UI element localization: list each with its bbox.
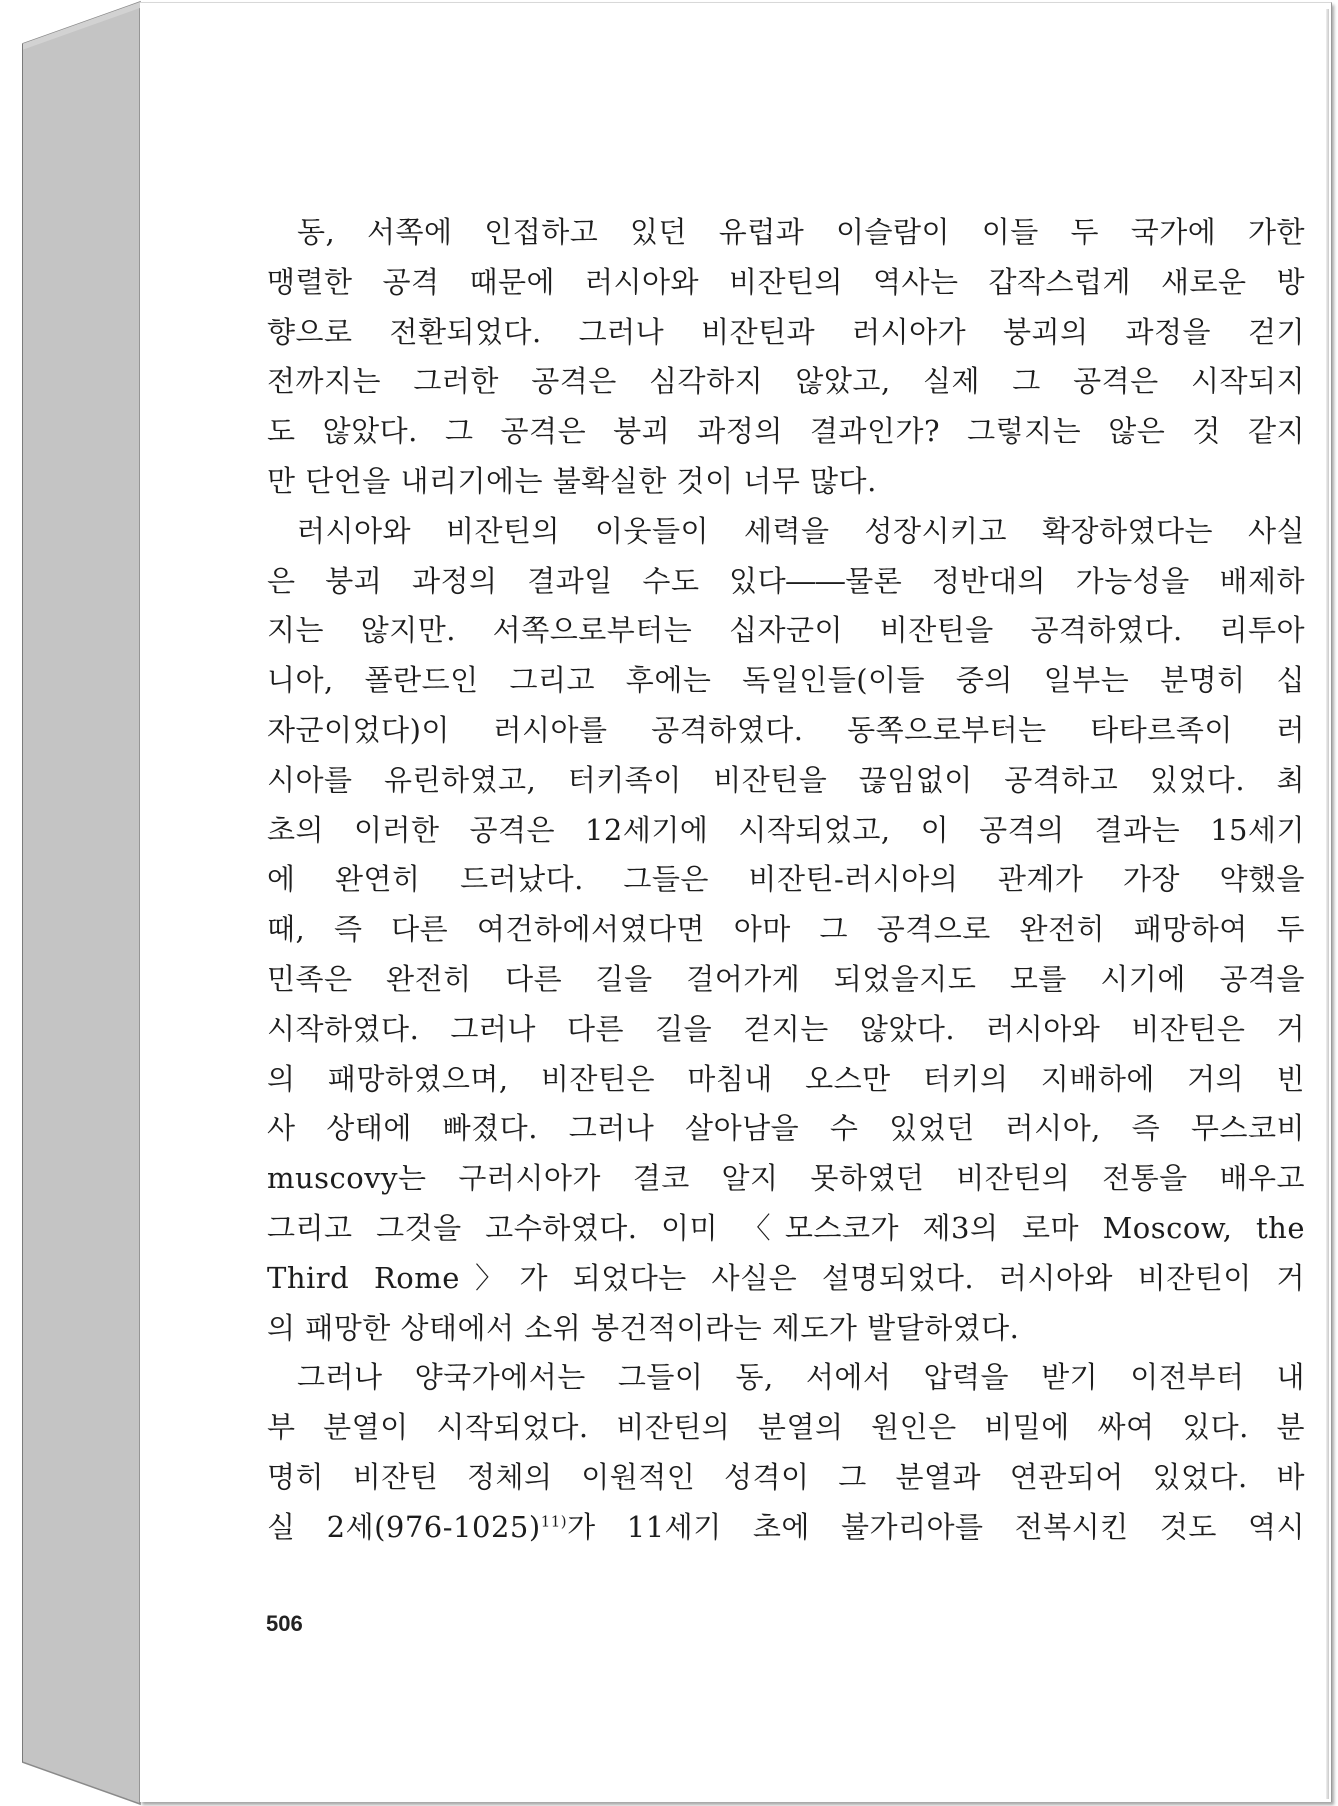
text-line: 그리고 그것을 고수하였다. 이미 〈모스코가 제3의 로마 Moscow, the: [267, 1210, 1305, 1245]
text-segment: 가 11세기 초에 불가리아를 전복시킨 것도 역시: [567, 1509, 1305, 1544]
text-line: 시작하였다. 그러나 다른 길을 걷지는 않았다. 러시아와 비잔틴은 거: [267, 1011, 1305, 1046]
text-line: 동, 서쪽에 인접하고 있던 유럽과 이슬람이 이들 두 국가에 가한: [297, 215, 1305, 249]
text-line-last: [267, 1503, 1305, 1553]
text-line: 부 분열이 시작되었다. 비잔틴의 분열의 원인은 비밀에 싸여 있다. 분: [267, 1410, 1305, 1445]
text-line: 전까지는 그러한 공격은 심각하지 않았고, 실제 그 공격은 시작되지: [267, 364, 1305, 399]
text-line: 도 않았다. 그 공격은 붕괴 과정의 결과인가? 그렇지는 않은 것 같지: [267, 414, 1305, 449]
text-line: 때, 즉 다른 여건하에서였다면 아마 그 공격으로 완전히 패망하여 두: [267, 912, 1305, 947]
text-line: 시아를 유린하였고, 터키족이 비잔틴을 끊임없이 공격하고 있었다. 최: [267, 762, 1305, 797]
page-number: 506: [266, 1611, 303, 1636]
text-line: 만 단언을 내리기에는 불확실한 것이 너무 많다.: [267, 463, 877, 498]
page-edge: [1326, 9, 1329, 1799]
book-page: [140, 2, 1332, 1802]
text-line: 사 상태에 빠졌다. 그러나 살아남을 수 있었던 러시아, 즉 무스코비: [267, 1111, 1305, 1146]
book-spine: [22, 0, 142, 1806]
text-line: 그러나 양국가에서는 그들이 동, 서에서 압력을 받기 이전부터 내: [297, 1360, 1305, 1395]
body-text: [267, 208, 1305, 1553]
text-line: 의 패망한 상태에서 소위 봉건적이라는 제도가 발달하였다.: [267, 1310, 1020, 1345]
text-line: 의 패망하였으며, 비잔틴은 마침내 오스만 터키의 지배하에 거의 빈: [267, 1061, 1305, 1096]
text-line: 지는 않지만. 서쪽으로부터는 십자군이 비잔틴을 공격하였다. 리투아: [267, 613, 1305, 648]
text-segment: 실 2세(976-1025): [267, 1509, 541, 1544]
text-line: 민족은 완전히 다른 길을 걸어가게 되었을지도 모를 시기에 공격을: [267, 961, 1305, 996]
text-line: 맹렬한 공격 때문에 러시아와 비잔틴의 역사는 갑작스럽게 새로운 방: [267, 264, 1305, 299]
text-line: 에 완연히 드러났다. 그들은 비잔틴-러시아의 관계가 가장 약했을: [267, 862, 1305, 897]
text-line: 러시아와 비잔틴의 이웃들이 세력을 성장시키고 확장하였다는 사실: [297, 513, 1305, 548]
text-line: 자군이었다)이 러시아를 공격하였다. 동쪽으로부터는 타타르족이 러: [267, 712, 1305, 747]
text-line: 초의 이러한 공격은 12세기에 시작되었고, 이 공격의 결과는 15세기: [267, 812, 1305, 847]
text-line: 은 붕괴 과정의 결과일 수도 있다――물론 정반대의 가능성을 배제하: [267, 563, 1305, 598]
text-line: muscovy는 구러시아가 결코 알지 못하였던 비잔틴의 전통을 배우고: [267, 1161, 1305, 1196]
text-line: Third Rome〉가 되었다는 사실은 설명되었다. 러시아와 비잔틴이 거: [267, 1260, 1305, 1295]
footnote-marker: 11): [540, 1512, 568, 1531]
text-line: 향으로 전환되었다. 그러나 비잔틴과 러시아가 붕괴의 과정을 걷기: [267, 314, 1305, 349]
text-line: 니아, 폴란드인 그리고 후에는 독일인들(이들 중의 일부는 분명히 십: [267, 663, 1305, 698]
text-line: 명히 비잔틴 정체의 이원적인 성격이 그 분열과 연관되어 있었다. 바: [267, 1459, 1305, 1494]
